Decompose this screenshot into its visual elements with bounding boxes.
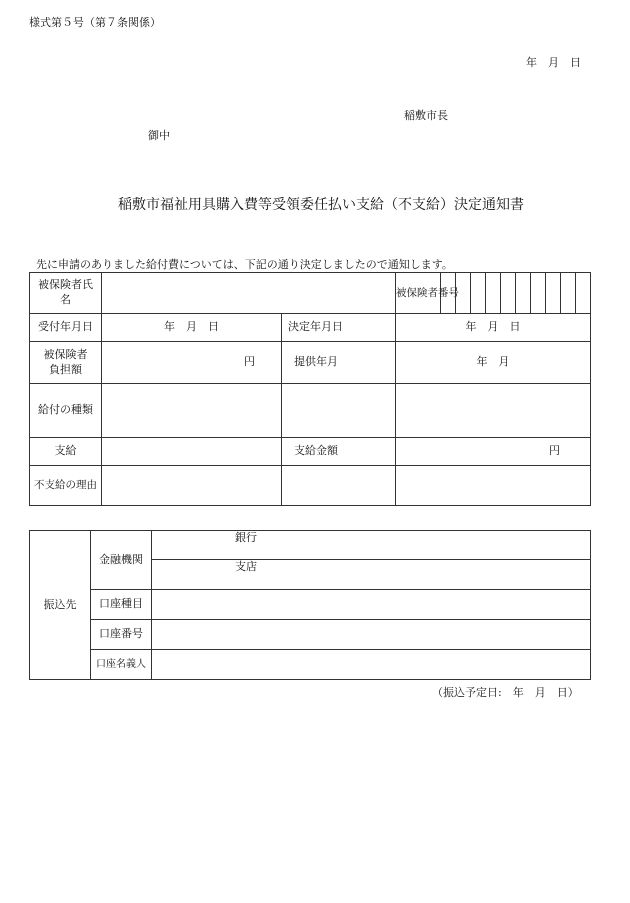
intro-text: 先に申請のありました給付費については、下記の通り決定しましたので通知します。 bbox=[36, 258, 453, 271]
bank-suffix: 銀行 bbox=[235, 531, 257, 544]
nonpayment-reason-label: 不支給の理由 bbox=[30, 466, 102, 506]
insured-name-field[interactable] bbox=[102, 273, 396, 314]
nonpayment-reason-field-3[interactable] bbox=[396, 466, 591, 506]
insured-name-label-1: 被保険者氏 bbox=[38, 278, 93, 292]
received-date-label: 受付年月日 bbox=[30, 314, 102, 342]
decision-table bbox=[29, 272, 591, 506]
payment-amount-field[interactable]: 円 bbox=[396, 438, 591, 466]
decision-date-field[interactable]: 年 月 日 bbox=[396, 314, 591, 342]
nonpayment-reason-field-2[interactable] bbox=[282, 466, 396, 506]
burden-label-2: 負担額 bbox=[49, 362, 82, 376]
insured-number-field[interactable] bbox=[441, 273, 591, 314]
provided-month-label: 提供年月 bbox=[282, 342, 396, 384]
burden-label-cell bbox=[30, 342, 102, 384]
benefit-type-field-2[interactable] bbox=[282, 384, 396, 438]
decision-date-label: 決定年月日 bbox=[282, 314, 396, 342]
received-date-field[interactable]: 年 月 日 bbox=[102, 314, 282, 342]
benefit-type-field-3[interactable] bbox=[396, 384, 591, 438]
financial-inst-label: 金融機関 bbox=[91, 531, 152, 590]
addressee-suffix: 御中 bbox=[148, 129, 170, 142]
transfer-to-label: 振込先 bbox=[30, 531, 91, 680]
form-number: 様式第５号（第７条関係） bbox=[29, 16, 161, 29]
benefit-type-label: 給付の種類 bbox=[30, 384, 102, 438]
branch-suffix: 支店 bbox=[235, 560, 257, 573]
insured-name-label-2: 名 bbox=[60, 293, 71, 306]
bank-field[interactable] bbox=[152, 531, 591, 560]
account-number-field[interactable] bbox=[152, 620, 591, 650]
benefit-type-field[interactable] bbox=[102, 384, 282, 438]
transfer-table bbox=[29, 530, 591, 680]
account-holder-label: 口座名義人 bbox=[91, 650, 152, 680]
burden-amount-field[interactable]: 円 bbox=[102, 342, 282, 384]
branch-field[interactable] bbox=[152, 560, 591, 590]
account-type-label: 口座種目 bbox=[91, 590, 152, 620]
scheduled-transfer-date: （振込予定日: 年 月 日） bbox=[432, 686, 579, 699]
mayor-name: 稲敷市長 bbox=[404, 109, 448, 122]
date-line: 年 月 日 bbox=[526, 56, 581, 69]
burden-label-1: 被保険者 bbox=[43, 347, 88, 361]
provided-month-field[interactable]: 年 月 bbox=[396, 342, 591, 384]
insured-number-digit-boxes bbox=[441, 273, 590, 313]
insured-name-label-cell bbox=[30, 273, 102, 314]
payment-field[interactable] bbox=[102, 438, 282, 466]
account-holder-field[interactable] bbox=[152, 650, 591, 680]
payment-label: 支給 bbox=[30, 438, 102, 466]
account-number-label: 口座番号 bbox=[91, 620, 152, 650]
insured-number-label: 被保険者番号 bbox=[396, 273, 441, 314]
nonpayment-reason-field[interactable] bbox=[102, 466, 282, 506]
account-type-field[interactable] bbox=[152, 590, 591, 620]
document-title: 稲敷市福祉用具購入費等受領委任払い支給（不支給）決定通知書 bbox=[118, 197, 524, 213]
payment-amount-label: 支給金額 bbox=[282, 438, 396, 466]
